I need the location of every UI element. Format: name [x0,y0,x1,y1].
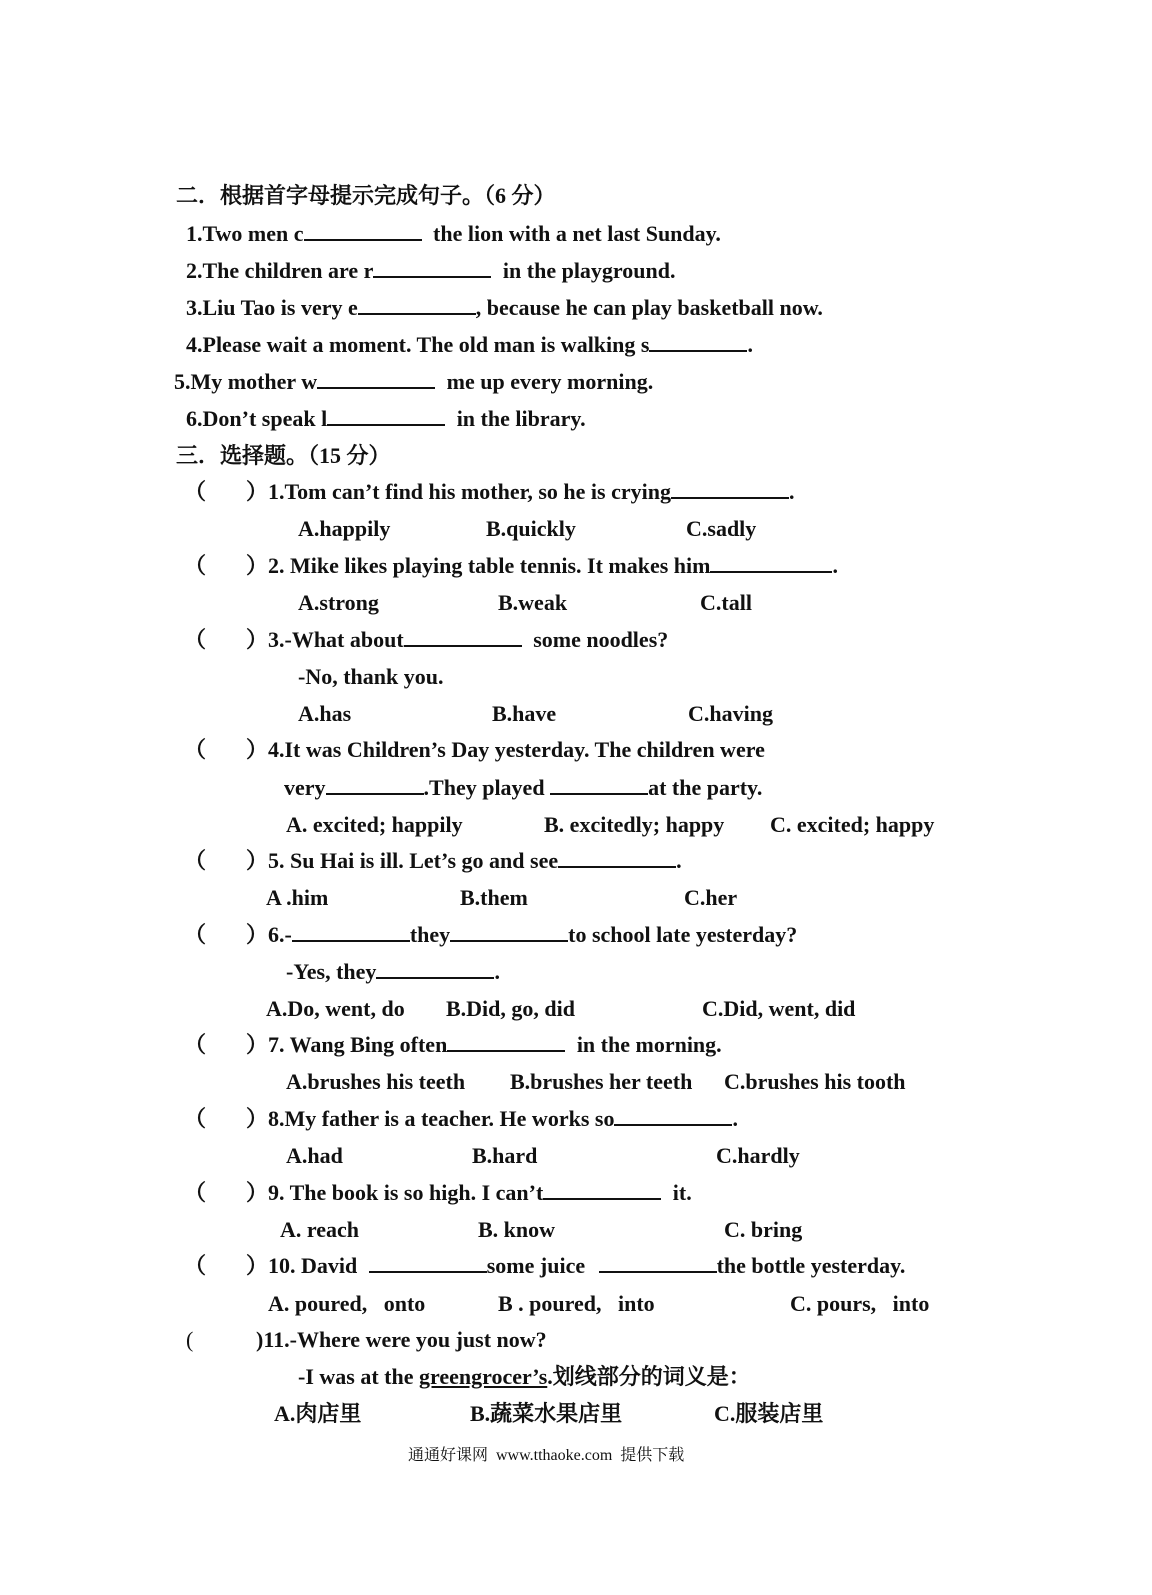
q2-option-c[interactable]: C.tall [700,590,752,615]
answer-blank[interactable] [327,406,445,426]
q3-reply: -No, thank you. [298,664,444,689]
answer-blank[interactable] [450,922,568,942]
q11-option-a[interactable]: A.肉店里 [274,1401,362,1426]
q6-stem [246,921,797,949]
q9-stem [246,1179,692,1207]
answer-blank[interactable] [550,775,648,795]
q8-stem [246,1105,738,1133]
q7-post: in the morning. [571,1032,722,1057]
q6-option-b[interactable]: B.Did, go, did [446,996,575,1021]
answer-blank[interactable] [369,1253,487,1273]
q1-text: ）1.Tom can’t find his mother, so he is crying [246,479,671,504]
s2-item-6 [186,405,586,433]
s2-item-3-post: , because he can play basketball now. [475,295,823,320]
s2-item-1-pre: 1.Two men c [186,221,304,246]
q10-post: the bottle yesterday. [716,1253,906,1278]
q2-text: ）2. Mike likes playing table tennis. It makes him [246,553,711,578]
q3-option-a[interactable]: A.has [298,701,352,726]
answer-paren[interactable]: （ [184,737,207,762]
q1-end: . [788,479,795,504]
s2-item-1-post: the lion with a net last Sunday. [427,221,721,246]
q6-yes-they: -Yes, they [286,959,377,984]
answer-paren[interactable]: （ [184,1180,207,1205]
s2-item-5-pre: 5.My mother w [174,369,318,394]
q6-they: they [409,922,451,947]
q11-suffix: .划线部分的词义是： [547,1364,751,1389]
answer-paren[interactable]: （ [184,479,207,504]
q7-option-b[interactable]: B.brushes her teeth [510,1069,693,1094]
q9-option-c[interactable]: C. bring [724,1217,803,1242]
s2-item-5-post: me up every morning. [441,369,654,394]
q8-option-b[interactable]: B.hard [472,1143,538,1168]
q5-option-c[interactable]: C.her [684,885,738,910]
q4-option-c[interactable]: C. excited; happy [770,812,935,837]
q10-option-b[interactable]: B . poured, into [498,1291,655,1316]
q3-post: some noodles? [527,627,669,652]
q5-stem [246,847,682,875]
q4-line2 [284,774,762,802]
q1-option-c[interactable]: C.sadly [686,516,757,541]
answer-blank[interactable] [326,775,424,795]
answer-paren[interactable]: （ [184,1253,207,1278]
answer-paren[interactable]: （ [184,1032,207,1057]
q7-stem [246,1031,722,1059]
q11-option-b[interactable]: B.蔬菜水果店里 [470,1401,623,1426]
q10-juice: some juice [486,1253,591,1278]
section-3-title: 三．选择题。（15 分） [176,443,391,468]
q6-line2 [286,958,500,986]
q5-option-a[interactable]: A .him [266,885,329,910]
q6-text: ）6.- [246,922,292,947]
s2-item-2 [186,257,676,285]
q4-stem: ）4.It was Children’s Day yesterday. The children were [246,737,765,762]
q10-stem [246,1252,905,1280]
s2-item-2-pre: 2.The children are r [186,258,374,283]
q10-option-a[interactable]: A. poured, onto [268,1291,426,1316]
q11-stem [186,1326,547,1354]
q4-party: at the party. [648,775,763,800]
q11-line2 [298,1363,751,1391]
q6-option-a[interactable]: A.Do, went, do [266,996,405,1021]
q1-option-a[interactable]: A.happily [298,516,391,541]
q3-text: ）3.-What about [246,627,404,652]
answer-blank[interactable] [404,627,522,647]
answer-blank[interactable] [376,959,494,979]
s2-item-4-pre: 4.Please wait a moment. The old man is walking s [186,332,650,357]
s2-item-1 [186,220,721,248]
q9-post: it. [667,1180,692,1205]
answer-blank[interactable] [358,295,476,315]
q5-text: ）5. Su Hai is ill. Let’s go and see [246,848,559,873]
q11-prefix: -I was at the [298,1364,419,1389]
q6-end: . [494,959,500,984]
q8-option-c[interactable]: C.hardly [716,1143,800,1168]
q4-option-a[interactable]: A. excited; happily [286,812,463,837]
q1-option-b[interactable]: B.quickly [486,516,576,541]
answer-blank[interactable] [649,332,747,352]
answer-blank[interactable] [447,1032,565,1052]
answer-paren[interactable]: （ [184,1106,207,1131]
answer-paren[interactable]: （ [184,553,207,578]
answer-blank[interactable] [710,553,832,573]
answer-blank[interactable] [373,258,491,278]
q3-stem [246,626,668,654]
answer-paren[interactable]: （ [184,848,207,873]
q5-end: . [676,848,682,873]
q8-text: ）8.My father is a teacher. He works so [246,1106,615,1131]
q2-stem [246,552,838,580]
q11-option-c[interactable]: C.服装店里 [714,1401,824,1426]
q9-option-a[interactable]: A. reach [280,1217,360,1242]
q2-end: . [832,553,838,578]
q6-school: to school late yesterday? [568,922,798,947]
q8-option-a[interactable]: A.had [286,1143,343,1168]
q4-played: .They played [423,775,551,800]
answer-blank[interactable] [543,1180,661,1200]
q7-option-a[interactable]: A.brushes his teeth [286,1069,466,1094]
answer-paren[interactable]: （ [184,627,207,652]
q7-option-c[interactable]: C.brushes his tooth [724,1069,906,1094]
footer-credit: 通通好课网 www.tthaoke.com 提供下载 [408,1447,685,1464]
q2-option-a[interactable]: A.strong [298,590,379,615]
s2-item-3 [186,294,823,322]
q2-option-b[interactable]: B.weak [498,590,568,615]
q4-option-b[interactable]: B. excitedly; happy [544,812,725,837]
section-2-title: 二．根据首字母提示完成句子。（6 分） [176,183,556,208]
q5-option-b[interactable]: B.them [460,885,528,910]
s2-item-2-post: in the playground. [497,258,676,283]
q9-text: ）9. The book is so high. I can’t [246,1180,544,1205]
answer-paren[interactable]: ( [186,1327,194,1352]
answer-paren[interactable]: （ [184,922,207,947]
q11-text: )11.-Where were you just now? [256,1327,547,1352]
q1-stem [246,478,794,506]
s2-item-5 [174,368,653,396]
answer-blank[interactable] [304,221,422,241]
q4-very: very [284,775,326,800]
q10-option-c[interactable]: C. pours, into [790,1291,930,1316]
answer-blank[interactable] [599,1253,717,1273]
q11-underlined-word: greengrocer’s [419,1364,548,1389]
answer-blank[interactable] [317,369,435,389]
q9-option-b[interactable]: B. know [478,1217,556,1242]
s2-item-6-post: in the library. [451,406,586,431]
q8-end: . [732,1106,738,1131]
answer-blank[interactable] [558,848,676,868]
s2-item-4 [186,331,753,359]
answer-blank[interactable] [614,1106,732,1126]
q6-option-c[interactable]: C.Did, went, did [702,996,856,1021]
s2-item-4-post: . [747,332,753,357]
q10-text: ）10. David [246,1253,363,1278]
q3-option-b[interactable]: B.have [492,701,557,726]
q7-text: ）7. Wang Bing often [246,1032,448,1057]
q3-option-c[interactable]: C.having [688,701,773,726]
answer-blank[interactable] [292,922,410,942]
s2-item-3-pre: 3.Liu Tao is very e [186,295,358,320]
answer-blank[interactable] [671,479,789,499]
s2-item-6-pre: 6.Don’t speak l [186,406,328,431]
